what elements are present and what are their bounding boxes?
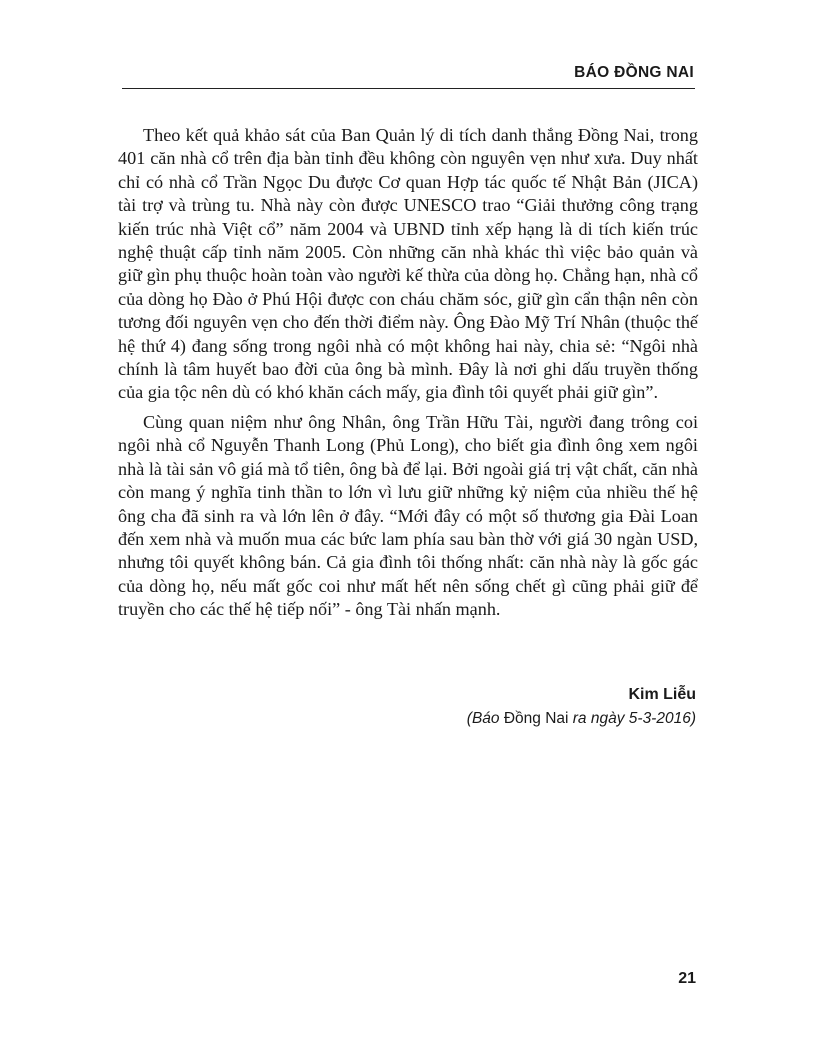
article-body (118, 124, 698, 628)
running-header: BÁO ĐỒNG NAI (574, 64, 694, 81)
paragraph-1: Theo kết quả khảo sát của Ban Quản lý di tích danh thắng Đồng Nai, trong 401 căn nhà cổ trên địa bàn tỉnh đều không còn nguyên vẹn như xưa. Duy nhất chỉ có nhà cổ Trần Ngọc Du được Cơ quan Hợp tác quốc tế Nhật Bản (JICA) tài trợ và trùng tu. Nhà này còn được UNESCO trao “Giải thưởng công trạng kiến trúc nhà Việt cổ” năm 2004 và UBND tỉnh xếp hạng là di tích kiến trúc nghệ thuật cấp tỉnh năm 2005. Còn những căn nhà khác thì việc bảo quản và giữ gìn phụ thuộc hoàn toàn vào người kế thừa của dòng họ. Chẳng hạn, nhà cổ của dòng họ Đào ở Phú Hội được con cháu chăm sóc, giữ gìn cẩn thận nên còn tương đối nguyên vẹn cho đến thời điểm này. Ông Đào Mỹ Trí Nhân (thuộc thế hệ thứ 4) đang sống trong ngôi nhà có một không hai này, chia sẻ: “Ngôi nhà chính là tâm huyết bao đời của ông bà mình. Đây là nơi ghi dấu truyền thống của gia tộc nên dù có khó khăn cách mấy, gia đình tôi quyết phải giữ gìn”. (118, 125, 698, 403)
source-name: Đồng Nai (503, 710, 569, 727)
source-citation (467, 710, 696, 728)
header-rule (122, 88, 695, 89)
source-open: (Báo (466, 710, 504, 727)
paragraph-2: Cùng quan niệm như ông Nhân, ông Trần Hữu Tài, người đang trông coi ngôi nhà cổ Nguyễn Thanh Long (Phủ Long), cho biết gia đình ông xem ngôi nhà là tài sản vô giá mà tổ tiên, ông bà để lại. Bởi ngoài giá trị vật chất, căn nhà còn mang ý nghĩa tinh thần to lớn vì lưu giữ những kỷ niệm của nhiều thế hệ ông cha đã sinh ra và lớn lên ở đây. “Mới đây có một số thương gia Đài Loan đến xem nhà và muốn mua các bức lam phía sau bàn thờ với giá 30 ngàn USD, nhưng tôi quyết không bán. Cả gia đình tôi thống nhất: căn nhà này là gốc gác của dòng họ, nếu mất gốc coi như mất hết nên sống chết gì cũng phải giữ để truyền cho các thế hệ tiếp nối” - ông Tài nhấn mạnh. (118, 411, 698, 620)
page-number: 21 (678, 970, 696, 987)
author-byline: Kim Liễu (628, 686, 696, 703)
source-date: ra ngày 5-3-2016) (568, 710, 696, 727)
